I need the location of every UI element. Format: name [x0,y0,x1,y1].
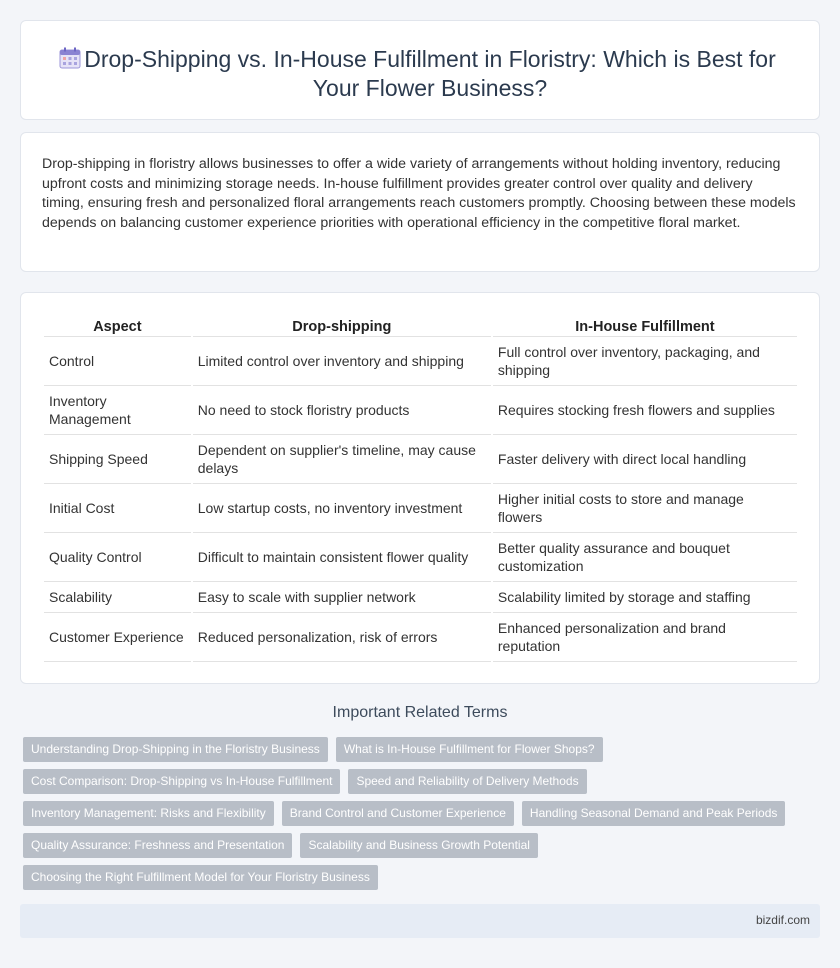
aspect-cell: Customer Experience [44,613,191,662]
drop-shipping-cell: Easy to scale with supplier network [193,582,491,613]
header-in-house: In-House Fulfillment [493,315,797,337]
table-row [44,613,797,662]
comparison-table [42,315,799,662]
table-row [44,386,797,435]
footer-site-label: bizdif.com [755,913,810,927]
table-row [44,484,797,533]
intro-card [20,132,820,272]
in-house-cell: Better quality assurance and bouquet customization [493,533,797,582]
related-terms-heading: Important Related Terms [332,704,508,721]
in-house-cell: Faster delivery with direct local handling [493,435,797,484]
drop-shipping-cell: Dependent on supplier's timeline, may cause delays [193,435,491,484]
drop-shipping-cell: No need to stock floristry products [193,386,491,435]
aspect-cell: Scalability [44,582,191,613]
related-term-link[interactable]: What is In-House Fulfillment for Flower Shops? [336,737,603,762]
in-house-cell: Requires stocking fresh flowers and supplies [493,386,797,435]
drop-shipping-cell: Difficult to maintain consistent flower quality [193,533,491,582]
header-aspect: Aspect [44,315,191,337]
related-terms-list [23,737,813,897]
intro-paragraph: Drop-shipping in floristry allows businesses to offer a wide variety of arrangements without holding inventory, reducing upfront costs and minimizing storage needs. In-house fulfillment provides greater control over quality and delivery timing, ensuring fresh and personalized floral arrangements reach customers promptly. Choosing between these models depends on balancing customer experience priorities with operational efficiency in the competitive floral market. [42,156,796,231]
related-term-link[interactable]: Inventory Management: Risks and Flexibility [23,801,274,826]
related-term-link[interactable]: Handling Seasonal Demand and Peak Periods [522,801,786,826]
aspect-cell: Initial Cost [44,484,191,533]
page-title: Drop-Shipping vs. In-House Fulfillment in Floristry: Which is Best for Your Flower Business? [84,46,776,101]
footer-bar [20,904,820,938]
table-row [44,533,797,582]
aspect-cell: Shipping Speed [44,435,191,484]
drop-shipping-cell: Low startup costs, no inventory investment [193,484,491,533]
header-drop-shipping: Drop-shipping [193,315,491,337]
table-row [44,582,797,613]
drop-shipping-cell: Reduced personalization, risk of errors [193,613,491,662]
title-card [20,20,820,120]
related-term-link[interactable]: Speed and Reliability of Delivery Methods [348,769,586,794]
aspect-cell: Inventory Management [44,386,191,435]
comparison-card [20,292,820,684]
related-term-link[interactable]: Choosing the Right Fulfillment Model for Your Floristry Business [23,865,378,890]
aspect-cell: Control [44,337,191,386]
related-term-link[interactable]: Scalability and Business Growth Potential [300,833,537,858]
table-row [44,337,797,386]
related-term-link[interactable]: Cost Comparison: Drop-Shipping vs In-House Fulfillment [23,769,340,794]
related-term-link[interactable]: Understanding Drop-Shipping in the Floristry Business [23,737,328,762]
in-house-cell: Scalability limited by storage and staffing [493,582,797,613]
in-house-cell: Full control over inventory, packaging, and shipping [493,337,797,386]
table-header-row [44,315,797,337]
table-row [44,435,797,484]
in-house-cell: Enhanced personalization and brand reputation [493,613,797,662]
aspect-cell: Quality Control [44,533,191,582]
related-term-link[interactable]: Brand Control and Customer Experience [282,801,514,826]
drop-shipping-cell: Limited control over inventory and shipping [193,337,491,386]
in-house-cell: Higher initial costs to store and manage flowers [493,484,797,533]
related-term-link[interactable]: Quality Assurance: Freshness and Presentation [23,833,292,858]
